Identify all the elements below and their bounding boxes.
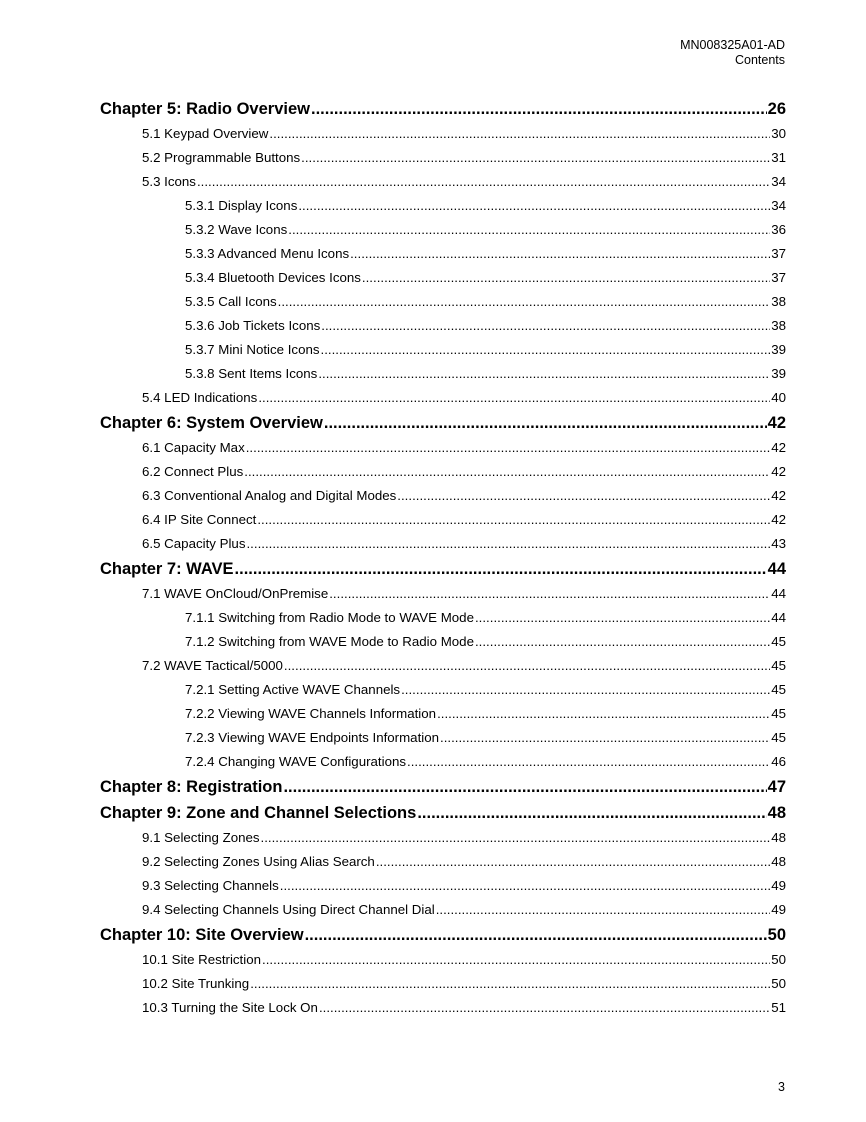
toc-entry-page[interactable]: 45 bbox=[771, 634, 786, 649]
toc-section-entry[interactable] bbox=[100, 386, 786, 410]
dot-leader bbox=[311, 96, 767, 122]
toc-chapter-entry[interactable] bbox=[100, 774, 786, 800]
toc-entry-page[interactable]: 51 bbox=[771, 1000, 786, 1015]
toc-subsection-entry[interactable] bbox=[100, 338, 786, 362]
toc-section-entry[interactable] bbox=[100, 850, 786, 874]
toc-entry-page[interactable]: 37 bbox=[771, 270, 786, 285]
toc-entry-title[interactable]: 6.1 Capacity Max bbox=[142, 440, 245, 455]
dot-leader bbox=[288, 218, 770, 242]
toc-section-entry[interactable] bbox=[100, 122, 786, 146]
toc-entry-page[interactable]: 45 bbox=[771, 682, 786, 697]
dot-leader bbox=[278, 290, 771, 314]
toc-entry-page[interactable]: 39 bbox=[771, 342, 786, 357]
toc-entry-title[interactable]: 6.4 IP Site Connect bbox=[142, 512, 257, 527]
dot-leader bbox=[437, 702, 770, 726]
toc-chapter-entry[interactable] bbox=[100, 410, 786, 436]
toc-entry-page[interactable]: 48 bbox=[767, 804, 786, 822]
dot-leader bbox=[298, 194, 770, 218]
toc-section-entry[interactable] bbox=[100, 436, 786, 460]
dot-leader bbox=[350, 242, 770, 266]
toc-entry-page[interactable]: 42 bbox=[771, 512, 786, 527]
toc-entry-page[interactable]: 38 bbox=[771, 294, 786, 309]
dot-leader bbox=[401, 678, 770, 702]
toc-subsection-entry[interactable] bbox=[100, 362, 786, 386]
dot-leader bbox=[440, 726, 770, 750]
toc-chapter-entry[interactable] bbox=[100, 556, 786, 582]
toc-subsection-entry[interactable] bbox=[100, 678, 786, 702]
page-number: 3 bbox=[778, 1080, 785, 1094]
toc-chapter-entry[interactable] bbox=[100, 922, 786, 948]
toc-entry-title[interactable]: 5.4 LED Indications bbox=[142, 390, 258, 405]
toc-entry-page[interactable]: 45 bbox=[771, 706, 786, 721]
toc-entry-title[interactable]: 7.2 WAVE Tactical/5000 bbox=[142, 658, 283, 673]
dot-leader bbox=[250, 972, 770, 996]
toc-entry-page[interactable]: 44 bbox=[771, 610, 786, 625]
toc-entry-title[interactable]: 5.3.7 Mini Notice Icons bbox=[185, 342, 320, 357]
toc-section-entry[interactable] bbox=[100, 532, 786, 556]
toc-entry-page[interactable]: 39 bbox=[771, 366, 786, 381]
toc-entry-page[interactable]: 49 bbox=[771, 878, 786, 893]
document-id: MN008325A01-AD bbox=[680, 38, 785, 52]
dot-leader bbox=[261, 826, 771, 850]
toc-section-entry[interactable] bbox=[100, 460, 786, 484]
toc-entry-title[interactable]: Chapter 9: Zone and Channel Selections bbox=[100, 804, 417, 822]
toc-entry-page[interactable]: 44 bbox=[771, 586, 786, 601]
toc-entry-title[interactable]: Chapter 10: Site Overview bbox=[100, 926, 304, 944]
toc-subsection-entry[interactable] bbox=[100, 702, 786, 726]
toc-section-entry[interactable] bbox=[100, 484, 786, 508]
dot-leader bbox=[321, 314, 770, 338]
dot-leader bbox=[318, 362, 770, 386]
toc-subsection-entry[interactable] bbox=[100, 218, 786, 242]
page-header bbox=[680, 38, 785, 68]
toc-section-entry[interactable] bbox=[100, 582, 786, 606]
toc-subsection-entry[interactable] bbox=[100, 606, 786, 630]
dot-leader bbox=[258, 386, 770, 410]
toc-entry-title[interactable]: Chapter 6: System Overview bbox=[100, 414, 323, 432]
dot-leader bbox=[319, 996, 770, 1020]
toc-entry-page[interactable]: 37 bbox=[771, 246, 786, 261]
toc-chapter-entry[interactable] bbox=[100, 800, 786, 826]
toc-section-entry[interactable] bbox=[100, 972, 786, 996]
toc-entry-title[interactable]: 6.5 Capacity Plus bbox=[142, 536, 246, 551]
toc-entry-title[interactable]: 7.1 WAVE OnCloud/OnPremise bbox=[142, 586, 329, 601]
toc-entry-title[interactable]: 10.2 Site Trunking bbox=[142, 976, 250, 991]
toc-entry-page[interactable]: 46 bbox=[771, 754, 786, 769]
toc-entry-title[interactable]: 9.1 Selecting Zones bbox=[142, 830, 260, 845]
toc-entry-title[interactable]: 6.2 Connect Plus bbox=[142, 464, 244, 479]
toc-entry-title[interactable]: Chapter 7: WAVE bbox=[100, 560, 234, 578]
toc-entry-page[interactable]: 38 bbox=[771, 318, 786, 333]
toc-entry-title[interactable]: 5.3.3 Advanced Menu Icons bbox=[185, 246, 350, 261]
dot-leader bbox=[376, 850, 770, 874]
toc-entry-title[interactable]: Chapter 5: Radio Overview bbox=[100, 100, 310, 118]
toc-entry-title[interactable]: 5.3.6 Job Tickets Icons bbox=[185, 318, 321, 333]
dot-leader bbox=[280, 874, 770, 898]
toc-entry-title[interactable]: 9.2 Selecting Zones Using Alias Search bbox=[142, 854, 375, 869]
toc-entry-page[interactable]: 48 bbox=[771, 830, 786, 845]
toc-subsection-entry[interactable] bbox=[100, 750, 786, 774]
dot-leader bbox=[397, 484, 770, 508]
toc-entry-title[interactable]: 5.2 Programmable Buttons bbox=[142, 150, 301, 165]
toc-entry-title[interactable]: Chapter 8: Registration bbox=[100, 778, 283, 796]
toc-entry-page[interactable]: 45 bbox=[771, 658, 786, 673]
toc-entry-title[interactable]: 5.3.8 Sent Items Icons bbox=[185, 366, 318, 381]
toc-subsection-entry[interactable] bbox=[100, 314, 786, 338]
dot-leader bbox=[235, 556, 767, 582]
toc-section-entry[interactable] bbox=[100, 874, 786, 898]
toc-section-entry[interactable] bbox=[100, 996, 786, 1020]
toc-section-entry[interactable] bbox=[100, 508, 786, 532]
toc-entry-page[interactable]: 31 bbox=[771, 150, 786, 165]
toc-entry-title[interactable]: 5.3.1 Display Icons bbox=[185, 198, 298, 213]
dot-leader bbox=[301, 146, 770, 170]
dot-leader bbox=[362, 266, 770, 290]
dot-leader bbox=[407, 750, 770, 774]
toc-section-entry[interactable] bbox=[100, 826, 786, 850]
dot-leader bbox=[329, 582, 770, 606]
toc-entry-title[interactable]: 6.3 Conventional Analog and Digital Modes bbox=[142, 488, 397, 503]
dot-leader bbox=[257, 508, 770, 532]
toc-entry-title[interactable]: 7.2.1 Setting Active WAVE Channels bbox=[185, 682, 401, 697]
toc-entry-title[interactable]: 10.1 Site Restriction bbox=[142, 952, 261, 967]
dot-leader bbox=[321, 338, 771, 362]
toc-entry-title[interactable]: 7.1.1 Switching from Radio Mode to WAVE Mode bbox=[185, 610, 474, 625]
toc-entry-title[interactable]: 5.1 Keypad Overview bbox=[142, 126, 269, 141]
toc-entry-title[interactable]: 7.1.2 Switching from WAVE Mode to Radio Mode bbox=[185, 634, 474, 649]
dot-leader bbox=[475, 606, 770, 630]
dot-leader bbox=[305, 922, 767, 948]
toc-entry-page[interactable]: 43 bbox=[771, 536, 786, 551]
toc-entry-title[interactable]: 9.4 Selecting Channels Using Direct Channel Dial bbox=[142, 902, 435, 917]
toc-chapter-entry[interactable] bbox=[100, 96, 786, 122]
toc-subsection-entry[interactable] bbox=[100, 266, 786, 290]
toc-entry-page[interactable]: 44 bbox=[767, 560, 786, 578]
toc-entry-page[interactable]: 50 bbox=[771, 976, 786, 991]
toc-entry-page[interactable]: 40 bbox=[771, 390, 786, 405]
toc-entry-page[interactable]: 47 bbox=[767, 778, 786, 796]
toc-entry-page[interactable]: 50 bbox=[767, 926, 786, 944]
toc-section-entry[interactable] bbox=[100, 654, 786, 678]
toc-subsection-entry[interactable] bbox=[100, 194, 786, 218]
dot-leader bbox=[197, 170, 770, 194]
dot-leader bbox=[475, 630, 770, 654]
toc-section-entry[interactable] bbox=[100, 948, 786, 972]
toc-entry-page[interactable]: 42 bbox=[771, 464, 786, 479]
toc-entry-page[interactable]: 30 bbox=[771, 126, 786, 141]
header-section-title: Contents bbox=[734, 53, 785, 67]
toc-entry-page[interactable]: 45 bbox=[771, 730, 786, 745]
toc-entry-page[interactable]: 26 bbox=[767, 100, 786, 118]
toc-section-entry[interactable] bbox=[100, 146, 786, 170]
toc-entry-title[interactable]: 5.3.4 Bluetooth Devices Icons bbox=[185, 270, 361, 285]
dot-leader bbox=[436, 898, 771, 922]
toc-entry-title[interactable]: 5.3.5 Call Icons bbox=[185, 294, 277, 309]
table-of-contents bbox=[100, 96, 786, 1020]
toc-entry-page[interactable]: 34 bbox=[771, 174, 786, 189]
dot-leader bbox=[283, 774, 766, 800]
toc-entry-page[interactable]: 42 bbox=[771, 488, 786, 503]
toc-subsection-entry[interactable] bbox=[100, 630, 786, 654]
toc-entry-title[interactable]: 7.2.3 Viewing WAVE Endpoints Information bbox=[185, 730, 440, 745]
dot-leader bbox=[246, 436, 770, 460]
toc-entry-title[interactable]: 9.3 Selecting Channels bbox=[142, 878, 279, 893]
toc-entry-page[interactable]: 48 bbox=[771, 854, 786, 869]
toc-entry-title[interactable]: 10.3 Turning the Site Lock On bbox=[142, 1000, 318, 1015]
toc-entry-page[interactable]: 36 bbox=[771, 222, 786, 237]
dot-leader bbox=[262, 948, 770, 972]
toc-subsection-entry[interactable] bbox=[100, 726, 786, 750]
toc-entry-page[interactable]: 49 bbox=[771, 902, 786, 917]
toc-section-entry[interactable] bbox=[100, 170, 786, 194]
toc-entry-page[interactable]: 42 bbox=[767, 414, 786, 432]
toc-entry-title[interactable]: 5.3 Icons bbox=[142, 174, 196, 189]
toc-subsection-entry[interactable] bbox=[100, 290, 786, 314]
dot-leader bbox=[284, 654, 770, 678]
dot-leader bbox=[244, 460, 770, 484]
toc-entry-title[interactable]: 5.3.2 Wave Icons bbox=[185, 222, 288, 237]
dot-leader bbox=[246, 532, 770, 556]
dot-leader bbox=[269, 122, 770, 146]
toc-entry-title[interactable]: 7.2.4 Changing WAVE Configurations bbox=[185, 754, 407, 769]
toc-entry-page[interactable]: 42 bbox=[771, 440, 786, 455]
dot-leader bbox=[417, 800, 766, 826]
toc-entry-page[interactable]: 34 bbox=[771, 198, 786, 213]
toc-entry-title[interactable]: 7.2.2 Viewing WAVE Channels Information bbox=[185, 706, 437, 721]
toc-subsection-entry[interactable] bbox=[100, 242, 786, 266]
toc-entry-page[interactable]: 50 bbox=[771, 952, 786, 967]
toc-section-entry[interactable] bbox=[100, 898, 786, 922]
dot-leader bbox=[324, 410, 767, 436]
